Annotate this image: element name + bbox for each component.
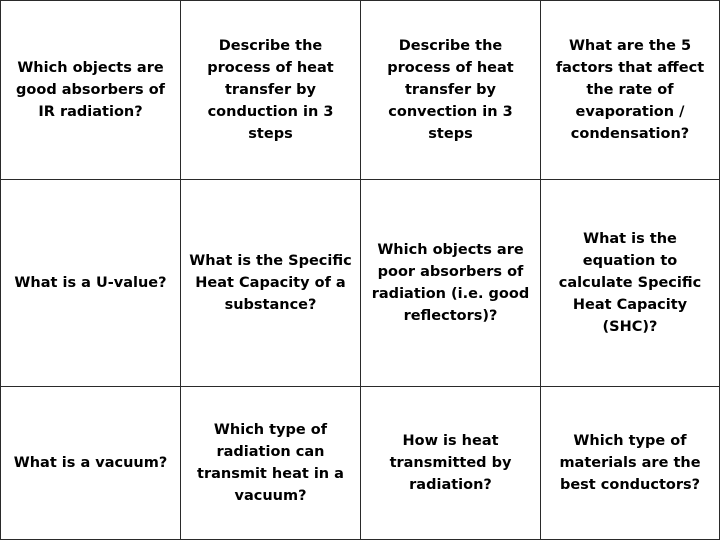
question-card [181, 387, 361, 540]
question-card [1, 387, 181, 540]
question-text: Which type of materials are the best conductors? [559, 433, 701, 493]
question-card [541, 387, 720, 540]
question-text: What is a vacuum? [13, 455, 168, 471]
question-card [1, 1, 181, 180]
question-text: How is heat transmitted by radiation? [389, 433, 512, 493]
question-text: What is the equation to calculate Specific Heat Capacity (SHC)? [558, 231, 702, 335]
question-text: Describe the process of heat transfer by conduction in 3 steps [207, 38, 334, 142]
question-text: Which objects are good absorbers of IR radiation? [16, 60, 165, 120]
question-card [361, 1, 541, 180]
question-card [361, 180, 541, 387]
question-text: What are the 5 factors that affect the rate of evaporation / condensation? [555, 38, 705, 142]
question-card [541, 1, 720, 180]
question-text: What is the Specific Heat Capacity of a substance? [189, 253, 352, 313]
question-text: Which objects are poor absorbers of radiation (i.e. good reflectors)? [371, 242, 530, 324]
question-text: Which type of radiation can transmit heat in a vacuum? [197, 422, 344, 504]
question-card [361, 387, 541, 540]
question-card [1, 180, 181, 387]
question-text: Describe the process of heat transfer by convection in 3 steps [387, 38, 514, 142]
question-card [181, 180, 361, 387]
question-card [541, 180, 720, 387]
question-card [181, 1, 361, 180]
question-text: What is a U-value? [14, 275, 167, 291]
